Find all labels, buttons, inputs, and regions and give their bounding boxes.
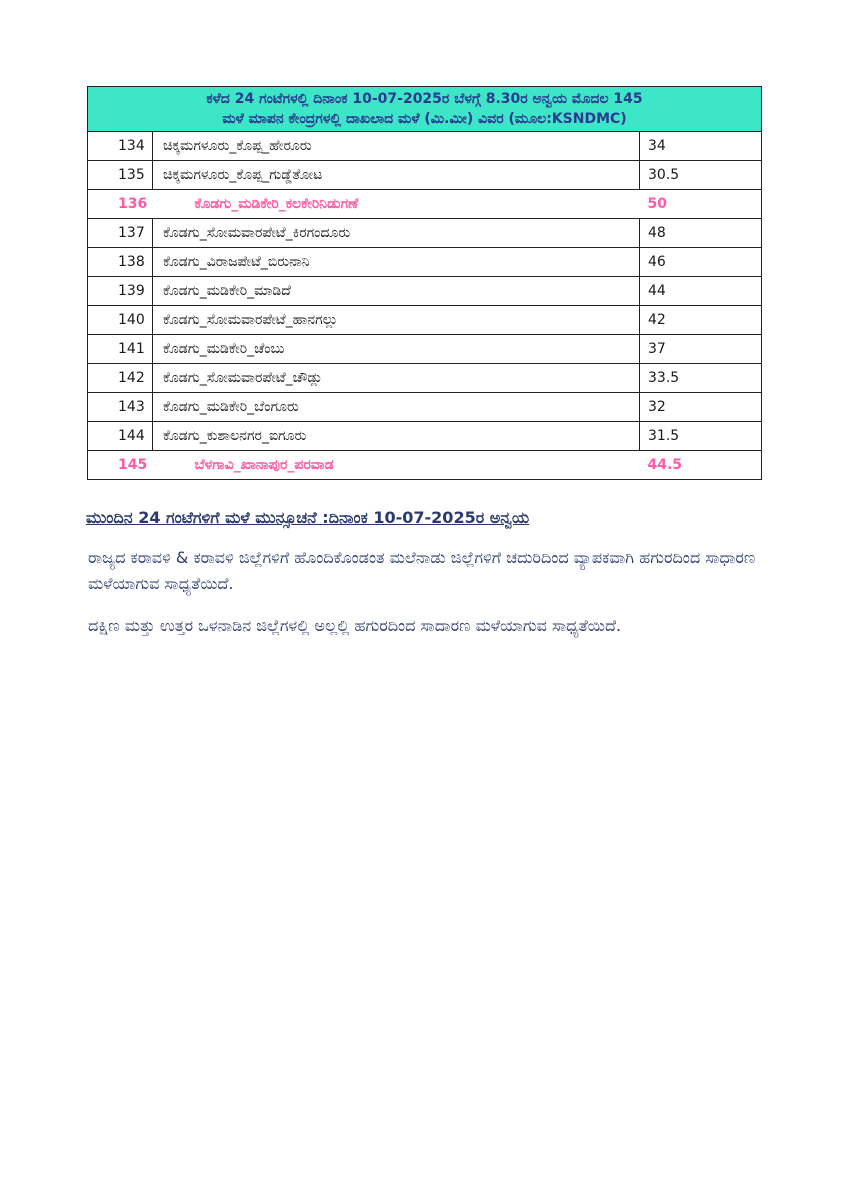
station-name: ಕೊಡಗು_ಮಡಿಕೇರಿ_ಬೆಂಗೂರು <box>153 393 640 422</box>
row-number: 141 <box>88 335 153 364</box>
rainfall-value: 48 <box>640 219 762 248</box>
table-row <box>88 248 762 277</box>
table-row <box>88 393 762 422</box>
rainfall-value: 32 <box>640 393 762 422</box>
table-row <box>88 219 762 248</box>
table-heading-line-1: ಕಳೆದ 24 ಗಂಟೆಗಳಲ್ಲಿ ದಿನಾಂಕ 10-07-2025ರ ಬೆಳಗ್ಗೆ 8.30ರ ಅನ್ವಯ ಮೊದಲ 145 <box>206 91 643 107</box>
row-number: 140 <box>88 306 153 335</box>
table-row <box>88 422 762 451</box>
row-number: 142 <box>88 364 153 393</box>
row-number: 134 <box>88 132 153 161</box>
rainfall-value: 44.5 <box>640 451 762 480</box>
station-name: ಕೊಡಗು_ಮಡಿಕೇರಿ_ಮಾಡಿದೆ <box>153 277 640 306</box>
row-number: 138 <box>88 248 153 277</box>
rainfall-table <box>87 86 762 480</box>
forecast-paragraph-2: ದಕ್ಷಿಣ ಮತ್ತು ಉತ್ತರ ಒಳನಾಡಿನ ಜಿಲ್ಲೆಗಳಲ್ಲಿ ಅಲ್ಲಲ್ಲಿ ಹಗುರದಿಂದ ಸಾದಾರಣ ಮಳೆಯಾಗುವ ಸಾಧ್ಯತೆಯಿದೆ. <box>88 616 622 635</box>
station-name: ಕೊಡಗು_ಕುಶಾಲನಗರ_ಐಗೂರು <box>153 422 640 451</box>
rainfall-value: 33.5 <box>640 364 762 393</box>
table-row <box>88 306 762 335</box>
station-name: ಕೊಡಗು_ಸೋಮವಾರಪೇಟೆ_ಕಿರಗಂದೂರು <box>153 219 640 248</box>
table-row <box>88 364 762 393</box>
station-name: ಕೊಡಗು_ಮಡಿಕೇರಿ_ಕಲಕೇರಿನಿಡುಗಣೆ <box>153 190 640 219</box>
rainfall-value: 30.5 <box>640 161 762 190</box>
table-heading-line-2: ಮಳೆ ಮಾಪನ ಕೇಂದ್ರಗಳಲ್ಲಿ ದಾಖಲಾದ ಮಳೆ (ಮಿ.ಮೀ) ವಿವರ (ಮೂಲ:KSNDMC) <box>222 111 627 127</box>
row-number: 139 <box>88 277 153 306</box>
station-name: ಚಿಕ್ಕಮಗಳೂರು_ಕೊಪ್ಪ_ಹೇರೂರು <box>153 132 640 161</box>
station-name: ಕೊಡಗು_ಮಡಿಕೇರಿ_ಚೆಂಬು <box>153 335 640 364</box>
rainfall-value: 34 <box>640 132 762 161</box>
rainfall-value: 44 <box>640 277 762 306</box>
row-number: 145 <box>88 451 153 480</box>
row-number: 135 <box>88 161 153 190</box>
table-row <box>88 277 762 306</box>
table-row <box>88 335 762 364</box>
row-number: 144 <box>88 422 153 451</box>
rainfall-value: 42 <box>640 306 762 335</box>
station-name: ಚಿಕ್ಕಮಗಳೂರು_ಕೊಪ್ಪ_ಗುಡ್ಡೆತೋಟ <box>153 161 640 190</box>
rainfall-value: 46 <box>640 248 762 277</box>
rainfall-value: 37 <box>640 335 762 364</box>
table-row <box>88 132 762 161</box>
table-heading <box>88 87 762 132</box>
table-row-highlighted <box>88 190 762 219</box>
rainfall-value: 31.5 <box>640 422 762 451</box>
station-name: ಕೊಡಗು_ಸೋಮವಾರಪೇಟೆ_ಚೌಡ್ಲು <box>153 364 640 393</box>
row-number: 137 <box>88 219 153 248</box>
table-row <box>88 161 762 190</box>
station-name: ಕೊಡಗು_ವಿರಾಜಪೇಟೆ_ಬಿರುನಾನಿ <box>153 248 640 277</box>
table-row-highlighted <box>88 451 762 480</box>
row-number: 143 <box>88 393 153 422</box>
forecast-paragraph-1: ರಾಜ್ಯದ ಕರಾವಳಿ & ಕರಾವಳಿ ಜಿಲ್ಲೆಗಳಿಗೆ ಹೊಂದಿಕೊಂಡಂತ ಮಲೆನಾಡು ಜಿಲ್ಲೆಗಳಿಗೆ ಚದುರಿದಿಂದ ವ್ಯಾಪಕವಾಗಿ ಹಗುರದಿಂದ ಸಾಧಾರಣ ಮಳೆಯಾಗುವ ಸಾಧ್ಯತೆಯಿದೆ. <box>88 548 756 593</box>
row-number: 136 <box>88 190 153 219</box>
station-name: ಕೊಡಗು_ಸೋಮವಾರಪೇಟೆ_ಹಾನಗಲ್ಲು <box>153 306 640 335</box>
forecast-heading: ಮುಂದಿನ 24 ಗಂಟೆಗಳಿಗೆ ಮಳೆ ಮುನ್ಸೂಚನೆ :ದಿನಾಂಕ 10-07-2025ರ ಅನ್ವಯ <box>86 508 530 527</box>
station-name: ಬೆಳಗಾವಿ_ಖಾನಾಪುರ_ಪರವಾಡ <box>153 451 640 480</box>
rainfall-value: 50 <box>640 190 762 219</box>
